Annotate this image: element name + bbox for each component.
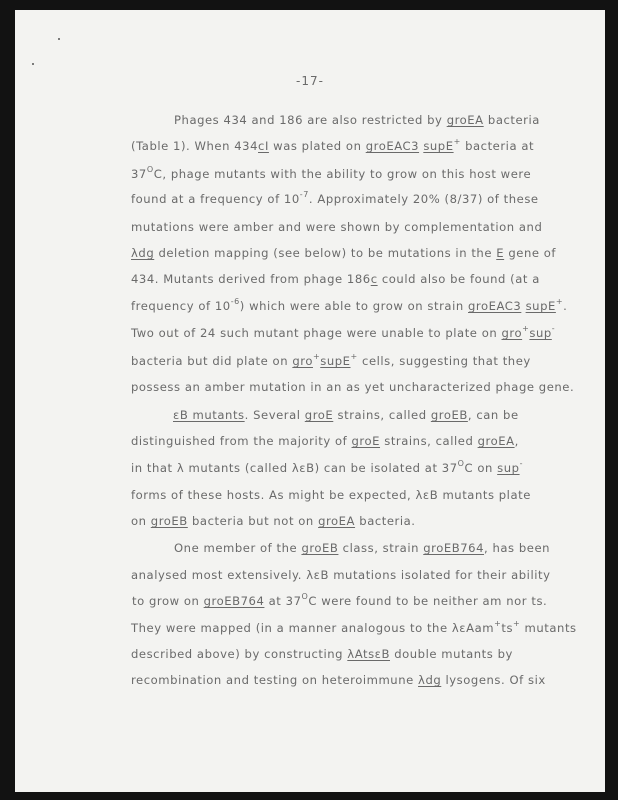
- text-run: bacteria: [483, 113, 540, 127]
- underlined-term: groEB: [150, 514, 188, 528]
- text-run: . Approximately 20% (8/37) of these: [308, 192, 539, 206]
- underlined-term: gro: [292, 354, 313, 368]
- superscript: -7: [299, 190, 309, 200]
- text-run: found at a frequency of 10: [131, 192, 300, 206]
- text-run: forms of these hosts. As might be expected, λεB mutants plate: [131, 488, 531, 502]
- text-run: .: [563, 299, 568, 313]
- text-run: to grow on: [132, 594, 204, 608]
- text-run: class, strain: [338, 541, 424, 555]
- underlined-term: cI: [258, 139, 269, 153]
- text-run: mutations were amber and were shown by complementation and: [131, 220, 543, 234]
- underlined-term: groEAC3: [468, 299, 522, 313]
- text-run: One member of the: [174, 541, 302, 555]
- text-run: recombination and testing on heteroimmune: [131, 673, 419, 687]
- page-number: -17-: [296, 74, 324, 88]
- underlined-term: groEB764: [423, 541, 485, 555]
- text-run: ) which were able to grow on strain: [239, 299, 468, 313]
- superscript: +: [453, 137, 461, 147]
- superscript: -: [551, 324, 556, 334]
- underlined-term: groEB: [430, 408, 468, 422]
- text-run: , has been: [484, 541, 551, 555]
- text-line: [174, 113, 540, 127]
- text-run: at 37: [264, 594, 302, 608]
- text-line: [131, 167, 531, 181]
- text-run: bacteria but not on: [187, 514, 319, 528]
- text-line: [131, 380, 574, 394]
- text-run: They were mapped (in a manner analogous to the λεAam: [131, 621, 495, 635]
- text-line: [131, 434, 519, 448]
- text-line: [131, 326, 555, 340]
- text-run: lysogens. Of six: [441, 673, 546, 687]
- document-page: [15, 10, 605, 792]
- text-run: bacteria at: [460, 139, 535, 153]
- text-run: (Table 1). When 434: [131, 139, 259, 153]
- superscript: -: [519, 459, 524, 469]
- text-run: possess an amber mutation in an as yet uncharacterized phage gene.: [131, 380, 575, 394]
- underlined-term: sup: [529, 326, 552, 340]
- text-run: could also be found (at a: [377, 272, 540, 286]
- text-line: [131, 621, 577, 635]
- underlined-term: groEA: [477, 434, 515, 448]
- superscript: +: [513, 619, 521, 629]
- text-run: analysed most extensively. λεB mutations isolated for their ability: [131, 568, 551, 582]
- underlined-term: εB mutants: [173, 408, 245, 422]
- superscript: +: [522, 324, 530, 334]
- text-run: 37: [131, 167, 147, 181]
- underlined-term: gro: [501, 326, 523, 340]
- text-run: described above) by constructing: [131, 647, 348, 661]
- text-line: [131, 488, 531, 502]
- superscript: -6: [230, 297, 240, 307]
- text-run: , can be: [467, 408, 519, 422]
- underlined-term: sup: [497, 461, 520, 475]
- text-run: double mutants by: [390, 647, 513, 661]
- text-run: distinguished from the majority of: [131, 434, 352, 448]
- text-line: [131, 139, 534, 153]
- superscript: O: [457, 459, 465, 469]
- text-line: [132, 594, 547, 608]
- text-line: [131, 673, 546, 687]
- text-line: [131, 220, 542, 234]
- text-line: [131, 647, 513, 661]
- underlined-term: λdg: [418, 673, 442, 687]
- text-line: [131, 272, 540, 286]
- text-run: Phages 434 and 186 are also restricted by: [174, 113, 447, 127]
- underlined-term: λAtsεB: [347, 647, 390, 661]
- text-line: [131, 568, 551, 582]
- underlined-term: groEAC3: [365, 139, 420, 153]
- text-run: strains, called: [380, 434, 478, 448]
- underlined-term: groEA: [446, 113, 484, 127]
- underlined-term: supE: [525, 299, 556, 313]
- text-line: [131, 354, 531, 368]
- text-run: C on: [464, 461, 498, 475]
- underlined-term: groEB: [301, 541, 339, 555]
- superscript: O: [146, 165, 154, 175]
- underlined-term: λdg: [131, 246, 155, 260]
- text-run: in that λ mutants (called λεB) can be isolated at 37: [131, 461, 458, 475]
- text-run: strains, called: [333, 408, 431, 422]
- underlined-term: groE: [351, 434, 381, 448]
- superscript: +: [312, 352, 321, 362]
- text-run: bacteria but did plate on: [131, 354, 293, 368]
- speck-mark: [58, 38, 60, 40]
- text-run: deletion mapping (see below) to be mutations in the: [154, 246, 497, 260]
- text-line: [131, 246, 556, 260]
- text-run: . Several: [244, 408, 305, 422]
- text-run: gene of: [504, 246, 557, 260]
- underlined-term: groE: [304, 408, 334, 422]
- superscript: +: [555, 297, 564, 307]
- text-line: [131, 514, 416, 528]
- text-run: C, phage mutants with the ability to grow on this host were: [153, 167, 532, 181]
- underlined-term: E: [496, 246, 505, 260]
- superscript: +: [350, 352, 358, 362]
- text-line: [131, 299, 567, 313]
- text-line: [131, 461, 523, 475]
- text-run: cells, suggesting that they: [357, 354, 531, 368]
- text-run: 434. Mutants derived from phage 186: [131, 272, 371, 286]
- text-run: frequency of 10: [131, 299, 231, 313]
- text-run: Two out of 24 such mutant phage were unable to plate on: [131, 326, 502, 340]
- underlined-term: groEB764: [203, 594, 265, 608]
- underlined-term: c: [370, 272, 378, 286]
- text-run: ,: [514, 434, 519, 448]
- text-run: ts: [501, 621, 514, 635]
- superscript: O: [301, 592, 309, 602]
- text-run: mutants: [520, 621, 577, 635]
- text-run: on: [131, 514, 151, 528]
- text-run: was plated on: [268, 139, 366, 153]
- underlined-term: groEA: [318, 514, 356, 528]
- text-run: bacteria.: [355, 514, 416, 528]
- superscript: +: [494, 619, 502, 629]
- underlined-term: supE: [423, 139, 454, 153]
- text-line: [174, 541, 550, 555]
- text-line: [173, 408, 519, 422]
- underlined-term: supE: [320, 354, 351, 368]
- speck-mark: [32, 63, 34, 65]
- text-line: [131, 192, 539, 206]
- text-run: C were found to be neither am nor ts.: [308, 594, 548, 608]
